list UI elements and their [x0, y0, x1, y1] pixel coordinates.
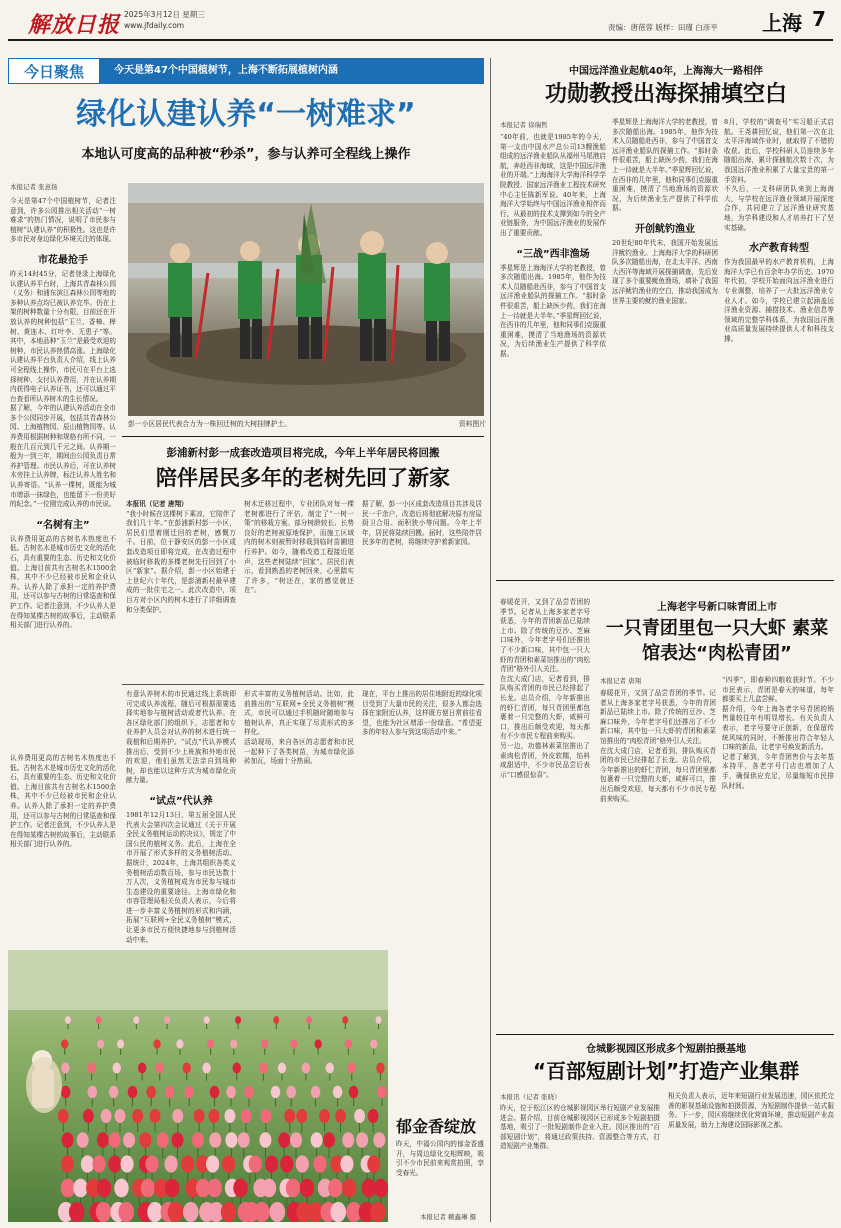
right3-title: “百部短剧计划”打造产业集群 [532, 1059, 800, 1083]
newspaper-logo: 解放日报 [28, 12, 121, 38]
lead-paragraph: 形式丰富的义务植树活动。比如，此前推出的“互联网+全民义务植树”模式，市民可以通过手机随时随地参与植树认养，真正实现了尽责形式的多样化。 [244, 690, 354, 737]
lead-subhead-2: “名树有主” [36, 519, 90, 531]
story2-paragraph: 树木迁移过程中，专业团队对每一棵老树都进行了评估，制定了“一树一策”的移栽方案。部分树龄较长、长势良好的老树被原地保护，而施工区域内的树木则被暂时移栽到临时苗圃进行养护。如今，随着改造工程接近尾声，这些老树陆续“回家”。居民们表示，看到熟悉的老树回来，心里踏实了许多，“树还在，家的感觉就还在”。 [244, 500, 354, 595]
right2-kicker: 上海老字号新口味青团上市 [657, 602, 777, 613]
right-rule-1 [496, 580, 834, 581]
right3-paragraph: 相关负责人表示，近年来短剧行业发展迅速，园区依托完善的影视基础设施和拍摄资源，为短剧制作提供一站式服务。下一步，园区将继续优化营商环境，推动短剧产业高质量发展，助力上海建设国际影视之都。 [668, 1092, 834, 1129]
lead-paragraph: 1981年12月13日，第五届全国人民代表大会第四次会议通过《关于开展全民义务植树运动的决议》，规定了中国公民的植树义务。此后，上海在全市开展了形式多样的义务植树活动。据统计，2024年，上海共组织各类义务植树活动数百场，参与市民达数十万人次，义务植树成为市民参与城市生态建设的重要途径。上海市绿化和市容管理局相关负责人表示，今后将进一步丰富义务植树的形式和内涵，拓展“互联网+全民义务植树”模式，让更多市民方便快捷地参与到植树活动中来。 [126, 810, 236, 944]
right2-paragraph: 春暖花开，又到了品尝青团的季节。记者从上海多家老字号获悉，今年的青团新品已陆续上市。除了传统的豆沙、芝麻口味外，今年老字号们还推出了不少新口味，其中包一只大虾的青团和素菜馆推出的“肉松青团”格外引人关注。 [600, 689, 716, 745]
right1-subhead-3: 水产教育转型 [749, 243, 809, 255]
right2-column-1 [500, 598, 590, 1028]
right1-subhead-1: “三战”西非渔场 [516, 248, 590, 260]
issue-date: 2025年3月12日 星期三 [124, 10, 205, 19]
right3-column-2 [668, 1092, 834, 1222]
right1-paragraph: 季星辉是上海海洋大学的老教授，曾多次随船出海。1985年，他作为技术人员随船赴西非，参与了中国首支远洋渔业船队的探捕工作。“那时条件很艰苦，船上缺医少药，我们在海上一待就是大半年。”季星辉回忆说，在西非的几年里，他和同事们克服重重困难，摸清了当地渔场的资源状况，为后续渔业生产提供了科学依据。 [500, 263, 606, 358]
right2-paragraph: 在沈大成门店，记者看到，排队购买青团的市民已经排起了长龙。店员介绍，今年新推出的虾仁青团，每只青团里都包裹着一只完整的大虾，咸鲜可口，推出后颇受欢迎，每天都有不少市民专程前来购买。 [600, 746, 716, 803]
banner-tag: 今日聚焦 [8, 58, 100, 84]
photo2-byline: 本报记者 赖鑫琳 摄 [420, 1213, 477, 1221]
lead-paragraph: 现在，平台上推出的居住地附近的绿化项目受到了大量市民的关注，很多人都会选择在家附近认养，这样既方便日常前往看望，也能为社区增添一份绿意。“希望更多的年轻人参与到这项活动中来。” [362, 690, 482, 737]
site-url: www.jfdaily.com [124, 21, 185, 30]
lead-column-4 [244, 690, 354, 945]
column-divider [490, 58, 491, 1222]
lead-subhead-1: 市花最抢手 [38, 254, 88, 266]
editor-credits: 责编：唐蓓蓉 版样：田瑾 白彦平 [608, 23, 718, 32]
right3-column-1 [500, 1092, 660, 1222]
right2-paragraph: 在沈大成门店，记者看到，排队购买青团的市民已经排起了长龙。店员介绍，今年新推出的虾仁青团，每只青团里都包裹着一只完整的大虾，咸鲜可口，推出后颇受欢迎，每天都有不少市民专程前来购买。 [500, 674, 590, 741]
right1-paragraph: “40年前，也就是1985年的今天，第一支由中国水产总公司13艘渔船组成的远洋渔业船队从福州马尾港启航，奔赴西非海域，这是中国远洋渔业的开端。”上海海洋大学海洋科学学院教授、国家远洋渔业工程技术研究中心主任陈新军说。40年来，上海海洋大学始终与中国远洋渔业相伴而行，从最初的技术支撑到如今的全产业链服务，为中国远洋渔业的发展作出了重要贡献。 [500, 133, 606, 237]
right2-column-2 [600, 676, 716, 1028]
right3-byline: 本报讯（记者 张晓） [500, 1093, 561, 1101]
right1-column-3 [724, 118, 834, 568]
lead-paragraph: 认养费用更高的古树名木热度也不低。古树名木是城市历史文化的活化石，具有重要的生态、历史和文化价值。上海目前共有古树名木1500余株，其中不少已经被市民和企业认养。认养人除了承担一定的养护费用，还可以参与古树的日常巡查和保护工作。记者注意到，不少认养人是在得知某棵古树的故事后，主动联系相关部门进行认养的。 [10, 754, 116, 849]
masthead [0, 0, 841, 40]
right1-paragraph: 季星辉是上海海洋大学的老教授，曾多次随船出海。1985年，他作为技术人员随船赴西非，参与了中国首支远洋渔业船队的探捕工作。“那时条件很艰苦，船上缺医少药，我们在海上一待就是大半年。”季星辉回忆说，在西非的几年里，他和同事们克服重重困难，摸清了当地渔场的资源状况，为后续渔业生产提供了科学依据。 [612, 118, 718, 213]
lead-paragraph: 今天是第47个中国植树节，记者注意到，许多公园推出相关活动“一树难求”的热门情况，说明了市民参与植树“认建认养”的积极性。这也是许多市民对身边绿化环境关注的体现。 [10, 197, 116, 244]
right1-title: 功勋教授出海探捕填空白 [544, 82, 787, 107]
right2-paragraph: 另一边，功德林素菜馆推出了素肉松青团，外皮软糯，馅料咸甜适中，不少市民品尝后表示“口感很惊喜”。 [500, 741, 590, 779]
right1-paragraph: 20世纪80年代末，我国开始发展远洋鱿钓渔业。上海海洋大学的科研团队多次随船出海，在北太平洋、西南大西洋等海域开展探捕调查，先后发现了多个重要鱿鱼渔场，填补了我国远洋鱿钓渔业的空白，推动我国成为世界主要的鱿钓渔业国家。 [612, 238, 718, 305]
photo-illustration [128, 183, 484, 416]
right2-paragraph: 春暖花开，又到了品尝青团的季节。记者从上海多家老字号获悉，今年的青团新品已陆续上市。除了传统的豆沙、芝麻口味外，今年老字号们还推出了不少新口味，其中包一只大虾的青团和素菜馆推出的“肉松青团”格外引人关注。 [500, 598, 590, 674]
lead-paragraph: 有意认养树木的市民通过线上系统即可完成认养流程，随后可根据需要选择实地参与植树活动或者代认养。在各区绿化部门的组织下，志愿者和专业养护人员会对认养的树木进行统一栽植和后期养护。“试点”代认养模式推出后，受到不少上班族和外地市民的欢迎，他们虽然无法亲自到场种树，却也能以这种方式为城市绿化贡献力量。 [126, 690, 236, 785]
lead-paragraph: 昨天14时45分，记者登录上海绿化认建认养平台时，上海共青森林公园（义务）和浦东滨江森林公园等地的多种认养点均已被认养完毕。仍在上架的树种数量十分有限，目前还在开放认养的树种包括“玉兰、香樟、榉树、黄连木、红叶李、无患子”等。其中，本地品种“玉兰”是最受欢迎的树种，市民认养热情高涨。上海绿化认建认养平台负责人介绍，线上认养可全程线上操作，市民可在平台上选择树种、支付认养费用，并在认养期内获得电子认养证书，还可以通过平台查看所认养树木的生长情况。 [10, 269, 116, 403]
right3-kicker: 仓城影视园区形成多个短剧拍摄基地 [586, 1044, 746, 1055]
photo2-title: 郁金香绽放 [396, 1117, 477, 1136]
lead-byline: 本报记者 张意扬 [10, 183, 58, 191]
right1-column-2 [612, 118, 718, 568]
photo1-credit: 资料图片 [458, 420, 486, 428]
tulip-photo [8, 950, 388, 1222]
photo1-caption: 彭一小区居民代表合力为一株回迁树的大树挂牌护土。 [128, 420, 292, 428]
inner-rule [122, 684, 484, 685]
tulip-illustration [8, 950, 388, 1222]
lead-paragraph: 认养费用更高的古树名木热度也不低。古树名木是城市历史文化的活化石，具有重要的生态、历史和文化价值。上海目前共有古树名木1500余株，其中不少已经被市民和企业认养。认养人除了承担一定的养护费用，还可以参与古树的日常巡查和保护工作。记者注意到，不少认养人是在得知某棵古树的故事后，主动联系相关部门进行认养的。 [10, 534, 116, 630]
right1-paragraph: 作为我国最早的水产教育机构，上海海洋大学已有百余年办学历史。1970年代初，学校开始面向远洋渔业进行专业调整，培养了一大批远洋渔业专业人才。如今，学校已建立起涵盖远洋渔业资源、捕捞技术、渔业信息等领域的完整学科体系，为我国远洋渔业高质量发展持续提供人才和科技支撑。 [724, 258, 834, 343]
right-rule-2 [496, 1034, 834, 1035]
story2-column-2 [244, 500, 354, 678]
right2-byline: 本报记者 唐翔 [600, 677, 642, 685]
right2-column-3 [722, 676, 834, 1028]
lead-paragraph: 活动现场，来自各区的志愿者和市民一起种下了各类树苗，为城市绿化添砖加瓦，场面十分热闹。 [244, 737, 354, 766]
right1-byline: 本报记者 徐瑞哲 [500, 121, 548, 129]
story2-paragraph: 据了解，彭一小区成套改造项目共涉及居民一千余户，改造后将彻底解决原有房屋厨卫合用、面积狭小等问题。今年上半年，居民将陆续回搬。届时，这些陪伴居民多年的老树，将继续守护着新家园。 [362, 500, 482, 547]
lead-column-1 [10, 178, 116, 748]
photo2-caption: 昨天，中福公园内的郁金香盛开，与周边绿化交相辉映，吸引不少市民前来观赏拍照，享受春光。 [396, 1140, 484, 1177]
lead-column-5 [362, 690, 482, 945]
right1-paragraph: 8月，学校的“调查号”实习船正式启航。王尧耕回忆说，他们第一次在北太平洋海域作业时，就取得了不错的收获。此后，学校科研人员连续多年随船出海，累计探捕航次数十次，为我国远洋渔业积累了大量宝贵的第一手资料。 [724, 118, 834, 184]
lead-subtitle: 本地认可度高的品种被“秒杀”，参与认养可全程线上操作 [81, 147, 411, 162]
right2-title: 一只青团里包一只大虾 素菜馆表达“肉松青团” [605, 618, 829, 664]
lead-subhead-3: “试点”代认养 [149, 795, 213, 807]
right2-paragraph: 记者了解到，今年青团售价与去年基本持平，各老字号门店也增加了人手，确保供应充足，尽量缩短市民排队时间。 [722, 752, 834, 790]
right1-kicker: 中国远洋渔业起航40年，上海海大一路相伴 [569, 66, 763, 77]
section-name: 上海 [762, 11, 802, 35]
story2-column-3 [362, 500, 482, 678]
banner-text: 今天是第47个中国植树节，上海不断拓展植树内涵 [114, 65, 338, 76]
lead-paragraph: 据了解，今年的认建认养活动在全市多个公园同步开展，包括共青森林公园、上海植物园、辰山植物园等。认养费用根据树种和规格有所不同，一般在几百元到几千元之间。认养期一般为一到三年，期间由公园负责日常养护管理。市民认养后，可在认养树木旁挂上认养牌，标注认养人姓名和认养寄语。“认养一棵树，既能为城市增添一抹绿色，也能留下一份美好的纪念。”一位刚完成认养的市民说。 [10, 404, 116, 509]
story2-rule [122, 436, 484, 437]
story2-paragraph: “我小时候在这棵树下乘凉，它陪伴了我们几十年。”在彭浦新村彭一小区，居民们望着刚迁回的老树，感慨万千。日前，位于静安区的彭一小区成套改造项目即将完成，在改造过程中被临时移栽的多棵老树先行回到了小区“新家”。据介绍，彭一小区始建于上世纪六十年代，是彭浦新村最早建成的一批住宅之一。此次改造中，项目方对小区内的树木进行了详细调查和分类保护。 [126, 509, 236, 614]
story2-kicker: 彭浦新村彭一成套改造项目将完成，今年上半年居民将回搬 [166, 447, 440, 459]
page-number: 7 [812, 7, 826, 31]
story2-column-1 [126, 500, 236, 678]
masthead-rule [8, 39, 833, 41]
right1-column-1 [500, 118, 606, 568]
lead-column-3 [126, 690, 236, 945]
right1-paragraph: 不久后，一支科研团队来到上海海大，与学校在远洋渔业领域开展深度合作，共同建立了远洋渔业研究基地，为学科建设和人才培养打下了坚实基础。 [724, 185, 834, 232]
right3-paragraph: 昨天，位于松江区的仓城影视园区举行短剧产业发展推进会。据介绍，目前仓城影视园区已形成多个短剧拍摄基地，吸引了一批短剧制作企业入驻。园区推出的“百部短剧计划”，将通过政策扶持、资源整合等方式，打造短剧产业集群。 [500, 1104, 660, 1151]
right1-subhead-2: 开创鱿钓渔业 [635, 223, 695, 235]
right2-paragraph: 据介绍，今年上海各老字号青团的销售量较往年有明显增长。有关负责人表示，老字号要守正创新，在保留传统风味的同时，不断推出符合年轻人口味的新品，让老字号焕发新活力。 [722, 704, 834, 752]
right2-paragraph: “四季”，即春种四粮收获时节。不少市民表示，青团是春天的味道，每年都要买上几盒尝鲜。 [722, 676, 834, 704]
story2-byline: 本报讯（记者 唐翔） [126, 500, 188, 508]
tree-planting-photo [128, 183, 484, 416]
lead-column-1-lower [10, 754, 116, 944]
story2-title: 陪伴居民多年的老树先回了新家 [156, 466, 450, 490]
banner [8, 58, 484, 84]
lead-title: 绿化认建认养“一树难求” [76, 97, 416, 132]
